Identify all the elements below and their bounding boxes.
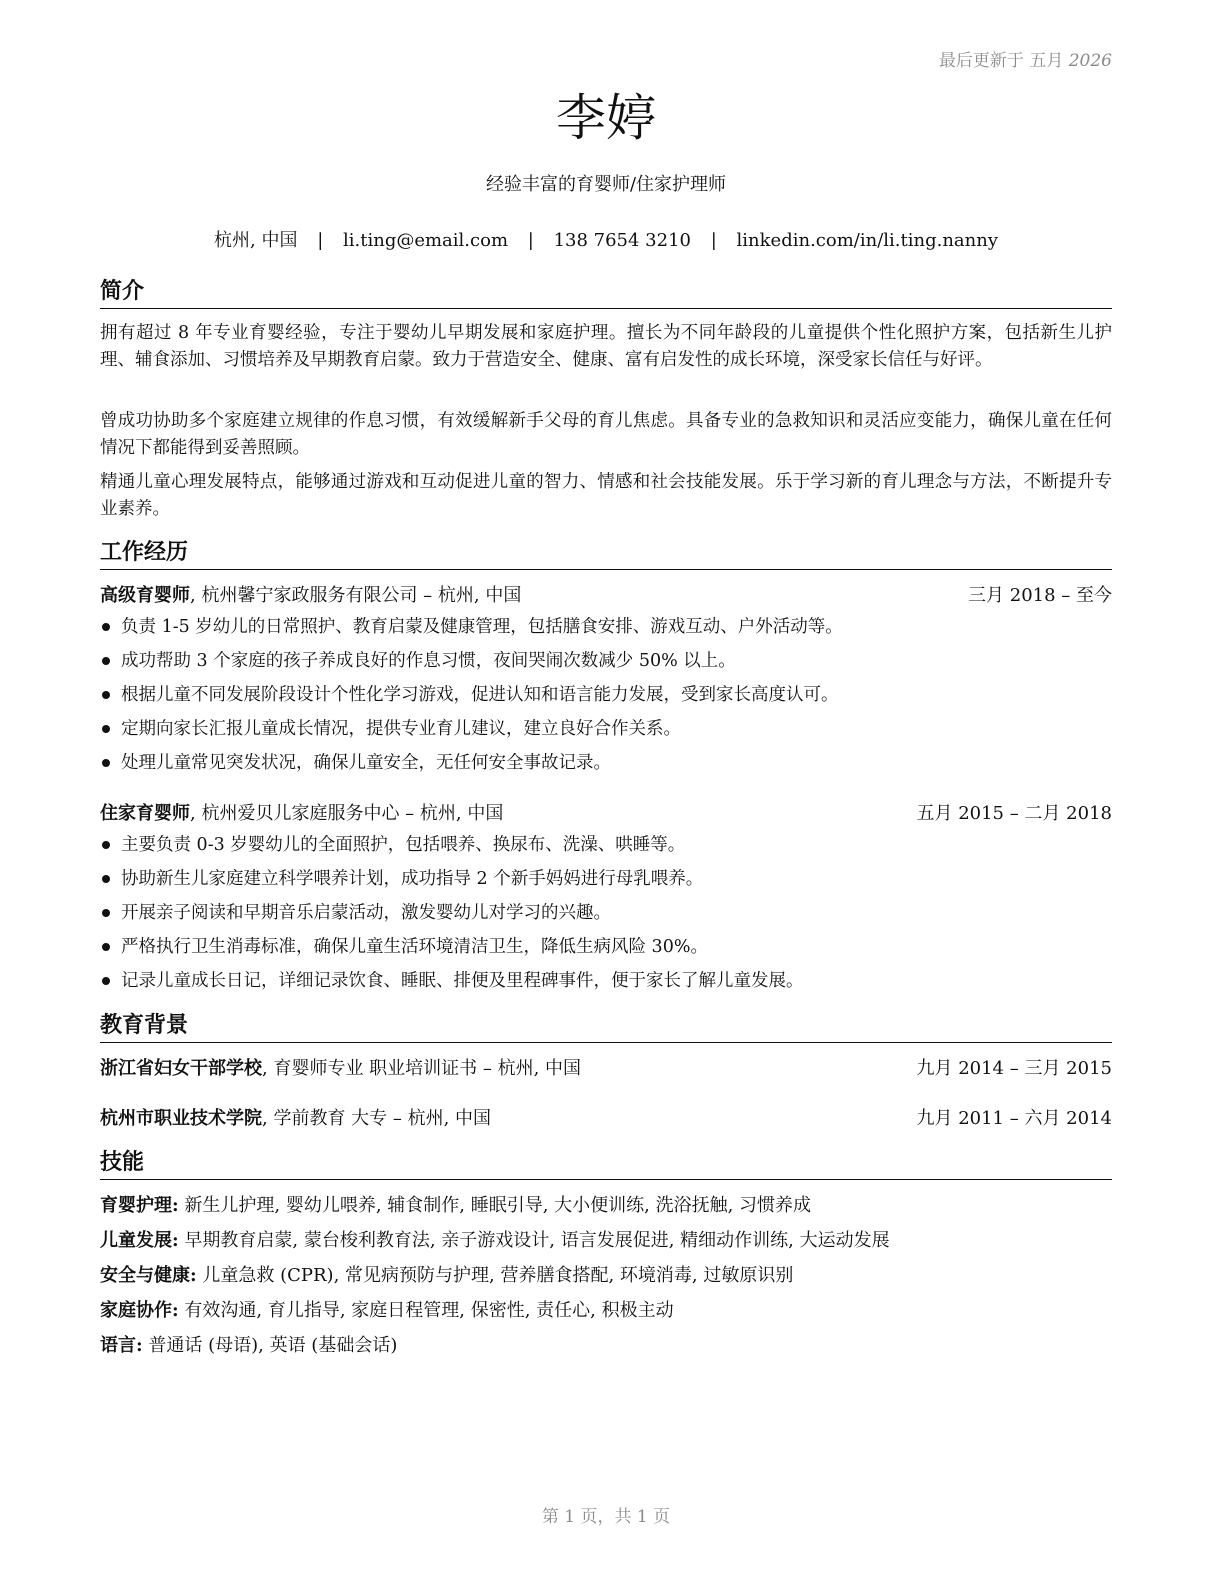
job-bullet-text: 协助新生儿家庭建立科学喂养计划，成功指导 2 个新手妈妈进行母乳喂养。	[121, 869, 704, 889]
contact-line	[100, 226, 1112, 252]
bullet-dot-icon	[102, 691, 110, 699]
resume-page	[100, 0, 1112, 1584]
bullet-dot-icon	[102, 875, 110, 883]
skill-category: 儿童发展:	[100, 1230, 179, 1251]
skill-items: 普通话 (母语), 英语 (基础会话)	[142, 1335, 398, 1356]
job-bullet-text: 处理儿童常见突发状况，确保儿童安全，无任何安全事故记录。	[121, 753, 611, 773]
contact-phone[interactable]: 138 7654 3210	[553, 230, 691, 251]
bullet-dot-icon	[102, 909, 110, 917]
summary-paragraph: 拥有超过 8 年专业育婴经验，专注于婴幼儿早期发展和家庭护理。擅长为不同年龄段的儿童提供个性化照护方案，包括新生儿护理、辅食添加、习惯培养及早期教育启蒙。致力于营造安全、健康、富有启发性的成长环境，深受家长信任与好评。	[100, 323, 1112, 370]
section-title-skills: 技能	[100, 1149, 1112, 1180]
skill-category: 家庭协作:	[100, 1300, 179, 1321]
job-bullet	[100, 934, 1112, 968]
job-bullet	[100, 682, 1112, 716]
contact-location: 杭州, 中国	[214, 230, 298, 251]
job-bullet-list	[100, 832, 1112, 1002]
skill-category: 安全与健康:	[100, 1265, 197, 1286]
job-employer: , 杭州馨宁家政服务有限公司 – 杭州, 中国	[190, 585, 522, 606]
summary-paragraph: 曾成功协助多个家庭建立规律的作息习惯，有效缓解新手父母的育儿焦虑。具备专业的急救知识和灵活应变能力，确保儿童在任何情况下都能得到妥善照顾。	[100, 411, 1112, 458]
section-title-summary: 简介	[100, 278, 1112, 309]
skill-items: 儿童急救 (CPR), 常见病预防与护理, 营养膳食搭配, 环境消毒, 过敏原识别	[196, 1265, 794, 1286]
job-bullet	[100, 900, 1112, 934]
job-header	[100, 801, 1112, 827]
contact-separator: |	[527, 230, 534, 251]
job-bullet-text: 严格执行卫生消毒标准，确保儿童生活环境清洁卫生，降低生病风险 30%。	[121, 937, 708, 957]
skill-items: 有效沟通, 育儿指导, 家庭日程管理, 保密性, 责任心, 积极主动	[178, 1300, 674, 1321]
job-bullet	[100, 750, 1112, 784]
job-employer: , 杭州爱贝儿家庭服务中心 – 杭州, 中国	[190, 803, 504, 824]
summary-paragraph: 精通儿童心理发展特点，能够通过游戏和互动促进儿童的智力、情感和社会技能发展。乐于学习新的育儿理念与方法，不断提升专业素养。	[100, 472, 1112, 519]
contact-separator: |	[317, 230, 324, 251]
job-bullet-text: 记录儿童成长日记，详细记录饮食、睡眠、排便及里程碑事件，便于家长了解儿童发展。	[121, 971, 804, 991]
skill-items: 早期教育启蒙, 蒙台梭利教育法, 亲子游戏设计, 语言发展促进, 精细动作训练, 大运动发展	[178, 1230, 890, 1251]
job-dates: 五月 2015 – 二月 2018	[916, 803, 1112, 824]
job-bullet-text: 成功帮助 3 个家庭的孩子养成良好的作息习惯，夜间哭闹次数减少 50% 以上。	[121, 651, 736, 671]
education-detail: , 育婴师专业 职业培训证书 – 杭州, 中国	[262, 1058, 582, 1079]
person-name: 李婷	[556, 89, 656, 147]
education-entry	[100, 1106, 1112, 1132]
skill-row	[100, 1193, 1112, 1228]
section-title-experience: 工作经历	[100, 539, 1112, 570]
job-bullet	[100, 614, 1112, 648]
job-bullet-text: 定期向家长汇报儿童成长情况，提供专业育儿建议，建立良好合作关系。	[121, 719, 681, 739]
last-updated-year: 2026	[1068, 51, 1112, 71]
job-dates: 三月 2018 – 至今	[968, 585, 1112, 606]
job-bullet	[100, 832, 1112, 866]
education-dates: 九月 2014 – 三月 2015	[916, 1058, 1112, 1079]
job-bullet-text: 主要负责 0-3 岁婴幼儿的全面照护，包括喂养、换尿布、洗澡、哄睡等。	[121, 835, 686, 855]
bullet-dot-icon	[102, 657, 110, 665]
job-bullet	[100, 716, 1112, 750]
skill-category: 语言:	[100, 1335, 143, 1356]
job-bullet	[100, 866, 1112, 900]
skill-row	[100, 1333, 1112, 1368]
last-updated-label: 最后更新于 五月	[938, 51, 1064, 71]
contact-separator: |	[710, 230, 717, 251]
education-detail: , 学前教育 大专 – 杭州, 中国	[262, 1108, 492, 1129]
bullet-dot-icon	[102, 943, 110, 951]
contact-linkedin[interactable]: linkedin.com/in/li.ting.nanny	[736, 230, 998, 251]
page-number: 第 1 页，共 1 页	[541, 1507, 671, 1527]
school-name: 杭州市职业技术学院	[100, 1108, 262, 1129]
headline: 经验丰富的育婴师/住家护理师	[485, 174, 727, 195]
bullet-dot-icon	[102, 841, 110, 849]
job-bullet-text: 负责 1-5 岁幼儿的日常照护、教育启蒙及健康管理，包括膳食安排、游戏互动、户外活动等。	[121, 617, 843, 637]
bullet-dot-icon	[102, 977, 110, 985]
skill-category: 育婴护理:	[100, 1195, 179, 1216]
job-header	[100, 583, 1112, 609]
bullet-dot-icon	[102, 725, 110, 733]
job-title: 高级育婴师	[100, 585, 190, 606]
skill-row	[100, 1228, 1112, 1263]
school-name: 浙江省妇女干部学校	[100, 1058, 262, 1079]
education-entry	[100, 1056, 1112, 1082]
skill-items: 新生儿护理, 婴幼儿喂养, 辅食制作, 睡眠引导, 大小便训练, 洗浴抚触, 习惯养成	[178, 1195, 812, 1216]
job-bullet-text: 开展亲子阅读和早期音乐启蒙活动，激发婴幼儿对学习的兴趣。	[121, 903, 611, 923]
bullet-dot-icon	[102, 623, 110, 631]
skill-row	[100, 1298, 1112, 1333]
contact-email[interactable]: li.ting@email.com	[343, 230, 509, 251]
bullet-dot-icon	[102, 759, 110, 767]
last-updated	[939, 46, 1112, 71]
job-bullet	[100, 968, 1112, 1002]
job-bullet-text: 根据儿童不同发展阶段设计个性化学习游戏，促进认知和语言能力发展，受到家长高度认可。	[121, 685, 839, 705]
job-bullet	[100, 648, 1112, 682]
skills-list	[100, 1193, 1112, 1368]
job-title: 住家育婴师	[100, 803, 190, 824]
education-dates: 九月 2011 – 六月 2014	[916, 1108, 1112, 1129]
section-title-education: 教育背景	[100, 1012, 1112, 1043]
job-bullet-list	[100, 614, 1112, 784]
skill-row	[100, 1263, 1112, 1298]
